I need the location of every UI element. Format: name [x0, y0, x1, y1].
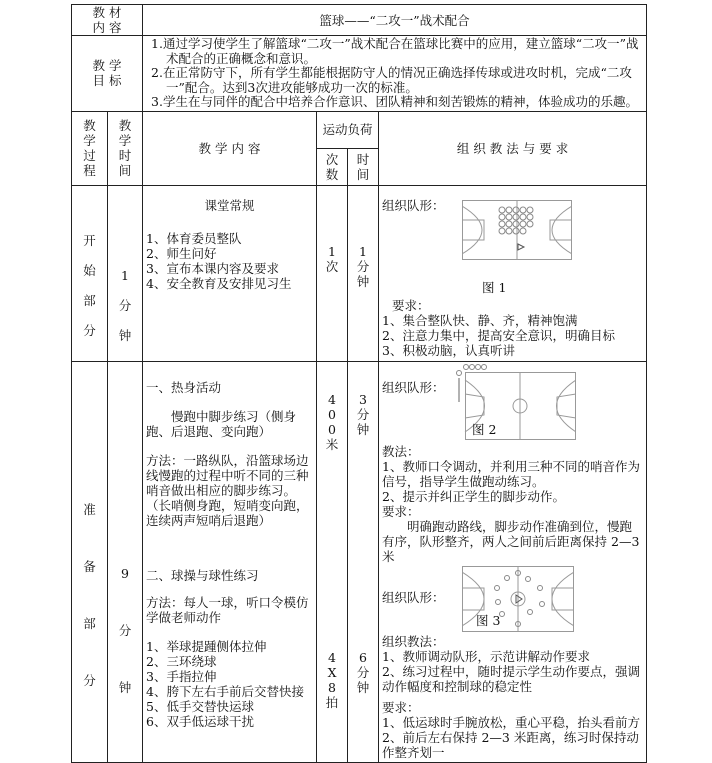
text-line: 始 — [83, 262, 96, 278]
content-label — [72, 5, 143, 36]
section-content — [143, 361, 317, 762]
text-line: 3、宣布本课内容及要求 — [146, 260, 279, 276]
section-duration — [348, 361, 379, 762]
text-line: 拍 — [325, 694, 339, 710]
text-line: 教法： — [382, 443, 420, 459]
text-line: 4 — [328, 391, 336, 407]
text-line: 组织队形： — [382, 379, 445, 395]
players — [495, 570, 545, 626]
text-line: 次 — [325, 151, 339, 167]
text-line: 要求： — [382, 699, 420, 715]
text-line: 米 — [325, 436, 339, 452]
text-line: 2、练习过程中，随时提示学生动作要点，强调动作幅度和控制球的稳定性 — [382, 663, 640, 694]
text-line: 3、手指拉伸 — [146, 668, 217, 684]
section-name — [72, 185, 108, 361]
text-line: 教 — [118, 118, 132, 133]
text-line: 钟 — [118, 679, 132, 695]
text-line: 分 — [356, 406, 370, 422]
text-line: 数 — [325, 166, 339, 182]
text-line: 图 3 — [476, 612, 501, 628]
text-line: 3.学生在与同伴的配合中培养合作意识、团队精神和刻苦锻炼的精神，体验成功的乐趣。 — [151, 94, 638, 109]
text-line: 要求： — [382, 503, 420, 519]
text-line: 1、低运球时手腕放松，重心平稳，抬头看前方 — [382, 714, 640, 730]
text-line: 6 — [359, 649, 367, 665]
text-line: 1、集合整队快、静、齐，精神饱满 — [382, 312, 578, 328]
section-duration — [348, 185, 379, 361]
text-line: 要求： — [392, 297, 430, 313]
section-method — [379, 361, 647, 762]
text-line: 4、胯下左右手前后交替快接 — [146, 683, 304, 699]
text-line: 0 — [328, 406, 336, 422]
text-line: 图 1 — [482, 279, 507, 295]
text-line: 4、安全教育及安排见习生 — [146, 275, 292, 291]
text-line: 明确跑动路线，脚步动作准确到位，慢跑有序，队形整齐，两人之间前后距离保持 2—3 米 — [382, 518, 640, 564]
text-line: 钟 — [118, 327, 132, 343]
text-line: 1、举球提踵侧体拉伸 — [146, 638, 267, 654]
text-line: 间 — [356, 166, 370, 182]
text-line: 时 — [356, 151, 370, 167]
text-line: 3、积极动脑，认真听讲 — [382, 342, 515, 358]
text-line: 二、球操与球性练习 — [146, 567, 259, 583]
text-line: 时 — [118, 148, 132, 163]
text-line: 分 — [83, 322, 96, 338]
text-line: 学 — [83, 133, 96, 148]
text-line: 目 标 — [92, 73, 122, 89]
text-line: 方法：每人一球，听口令模仿学做老师动作 — [146, 594, 309, 625]
section-count — [317, 361, 348, 762]
text-line: 2、注意力集中，提高安全意识，明确目标 — [382, 327, 615, 343]
section-method — [379, 185, 647, 361]
students-formation — [499, 207, 533, 234]
text-line: 1、教师口令调动，并利用三种不同的哨音作为信号，指导学生做跑动练习。 — [382, 458, 640, 489]
section-content — [143, 185, 317, 361]
text-line: 备 — [83, 558, 96, 574]
text-line: 5、低手交替快运球 — [146, 698, 254, 714]
start-requirements — [382, 298, 643, 358]
text-line: 2、三环绕球 — [146, 653, 217, 669]
text-line: 图 2 — [472, 421, 497, 437]
text-line: 2、师生问好 — [146, 245, 217, 261]
column-header-row — [72, 111, 647, 148]
text-line: 0 — [328, 421, 336, 437]
text-line: 教 学 — [92, 58, 122, 74]
text-line: 方法：一路纵队，沿篮球场边线慢跑的过程中听不同的三种哨音做出相应的脚步练习。（长哨侧身跑，短哨变向跑，连续两声短哨后退跑） — [146, 452, 309, 528]
col-process — [72, 111, 108, 185]
col-content: 教 学 内 容 — [143, 111, 317, 185]
col-time — [108, 111, 143, 185]
text-line: 次 — [325, 258, 339, 274]
text-line: 钟 — [356, 421, 370, 437]
text-line: X — [327, 664, 337, 680]
col-duration — [348, 148, 379, 185]
lesson-plan-table — [71, 4, 647, 763]
text-line: 1 — [359, 243, 367, 259]
text-line: 分 — [356, 258, 370, 274]
figure-block-2 — [382, 364, 643, 440]
text-line: 3 — [359, 391, 367, 407]
text-line: 开 — [83, 232, 96, 248]
text-line: 分 — [356, 664, 370, 680]
teacher-icon — [516, 595, 522, 603]
section-name — [72, 361, 108, 762]
text-line: 钟 — [356, 679, 370, 695]
text-line: 部 — [83, 292, 96, 308]
text-line: 学 — [118, 133, 132, 148]
text-line: 9 — [121, 565, 129, 581]
text-line: 4 — [328, 649, 336, 665]
text-line: 过 — [83, 148, 96, 163]
text-line: 6、双手低运球干扰 — [146, 713, 254, 729]
text-line: 组织教法： — [382, 633, 445, 649]
text-line: 1.通过学习使学生了解篮球“二攻一”战术配合在篮球比赛中的应用，建立篮球“二攻一”战术配合的正确概念和意识。 — [151, 36, 639, 66]
text-line: 2、提示并纠正学生的脚步动作。 — [382, 488, 565, 504]
text-line: 1、体育委员整队 — [146, 230, 242, 246]
col-count — [317, 148, 348, 185]
text-line: 分 — [118, 622, 132, 638]
figure-block-3 — [382, 566, 643, 632]
section-prep — [72, 361, 647, 762]
text-line: 一、热身活动 — [146, 379, 222, 395]
text-line: 间 — [118, 163, 132, 178]
objectives-row — [72, 36, 647, 112]
section-time — [108, 185, 143, 361]
text-line: 组织队形： — [382, 589, 445, 605]
text-line: 钟 — [356, 273, 370, 289]
court-diagram-1 — [462, 200, 572, 262]
section-start — [72, 185, 647, 361]
col-method: 组 织 教 法 与 要 求 — [379, 111, 647, 185]
text-line: 1 — [121, 267, 129, 283]
col-load: 运动负荷 — [317, 111, 379, 148]
figure-block-1 — [382, 188, 643, 298]
teacher-icon — [518, 244, 524, 250]
section-time — [108, 361, 143, 762]
text-line: 2.在正常防守下，所有学生都能根据防守人的情况正确选择传球或进攻时机，完成“二攻一”配合。达到3次进攻能够成功一次的标准。 — [151, 65, 632, 95]
text-line: 8 — [328, 679, 336, 695]
text-line: 分 — [83, 672, 96, 688]
objectives-label — [72, 36, 143, 112]
content-value: 篮球——“二攻一”战术配合 — [143, 5, 647, 36]
text-line: 课堂常规 — [204, 197, 255, 213]
text-line: 组织队形： — [382, 197, 445, 213]
text-line: 教 材 — [92, 5, 122, 20]
text-line: 1 — [328, 243, 336, 259]
text-line: 2、前后左右保持 2—3 米距离，练习时保持动作整齐划一 — [382, 729, 639, 760]
text-line: 内 容 — [92, 20, 122, 35]
content-row — [72, 5, 647, 36]
text-line: 分 — [118, 297, 132, 313]
text-line: 1、教师调动队形，示范讲解动作要求 — [382, 648, 590, 664]
text-line: 程 — [83, 163, 96, 178]
text-line: 准 — [83, 501, 96, 517]
text-line: 部 — [83, 615, 96, 631]
text-line: 教 — [83, 118, 96, 133]
section-count — [317, 185, 348, 361]
objectives-list — [143, 36, 647, 112]
text-line: 慢跑中脚步练习（侧身跑、后退跑、变向跑） — [146, 408, 297, 439]
